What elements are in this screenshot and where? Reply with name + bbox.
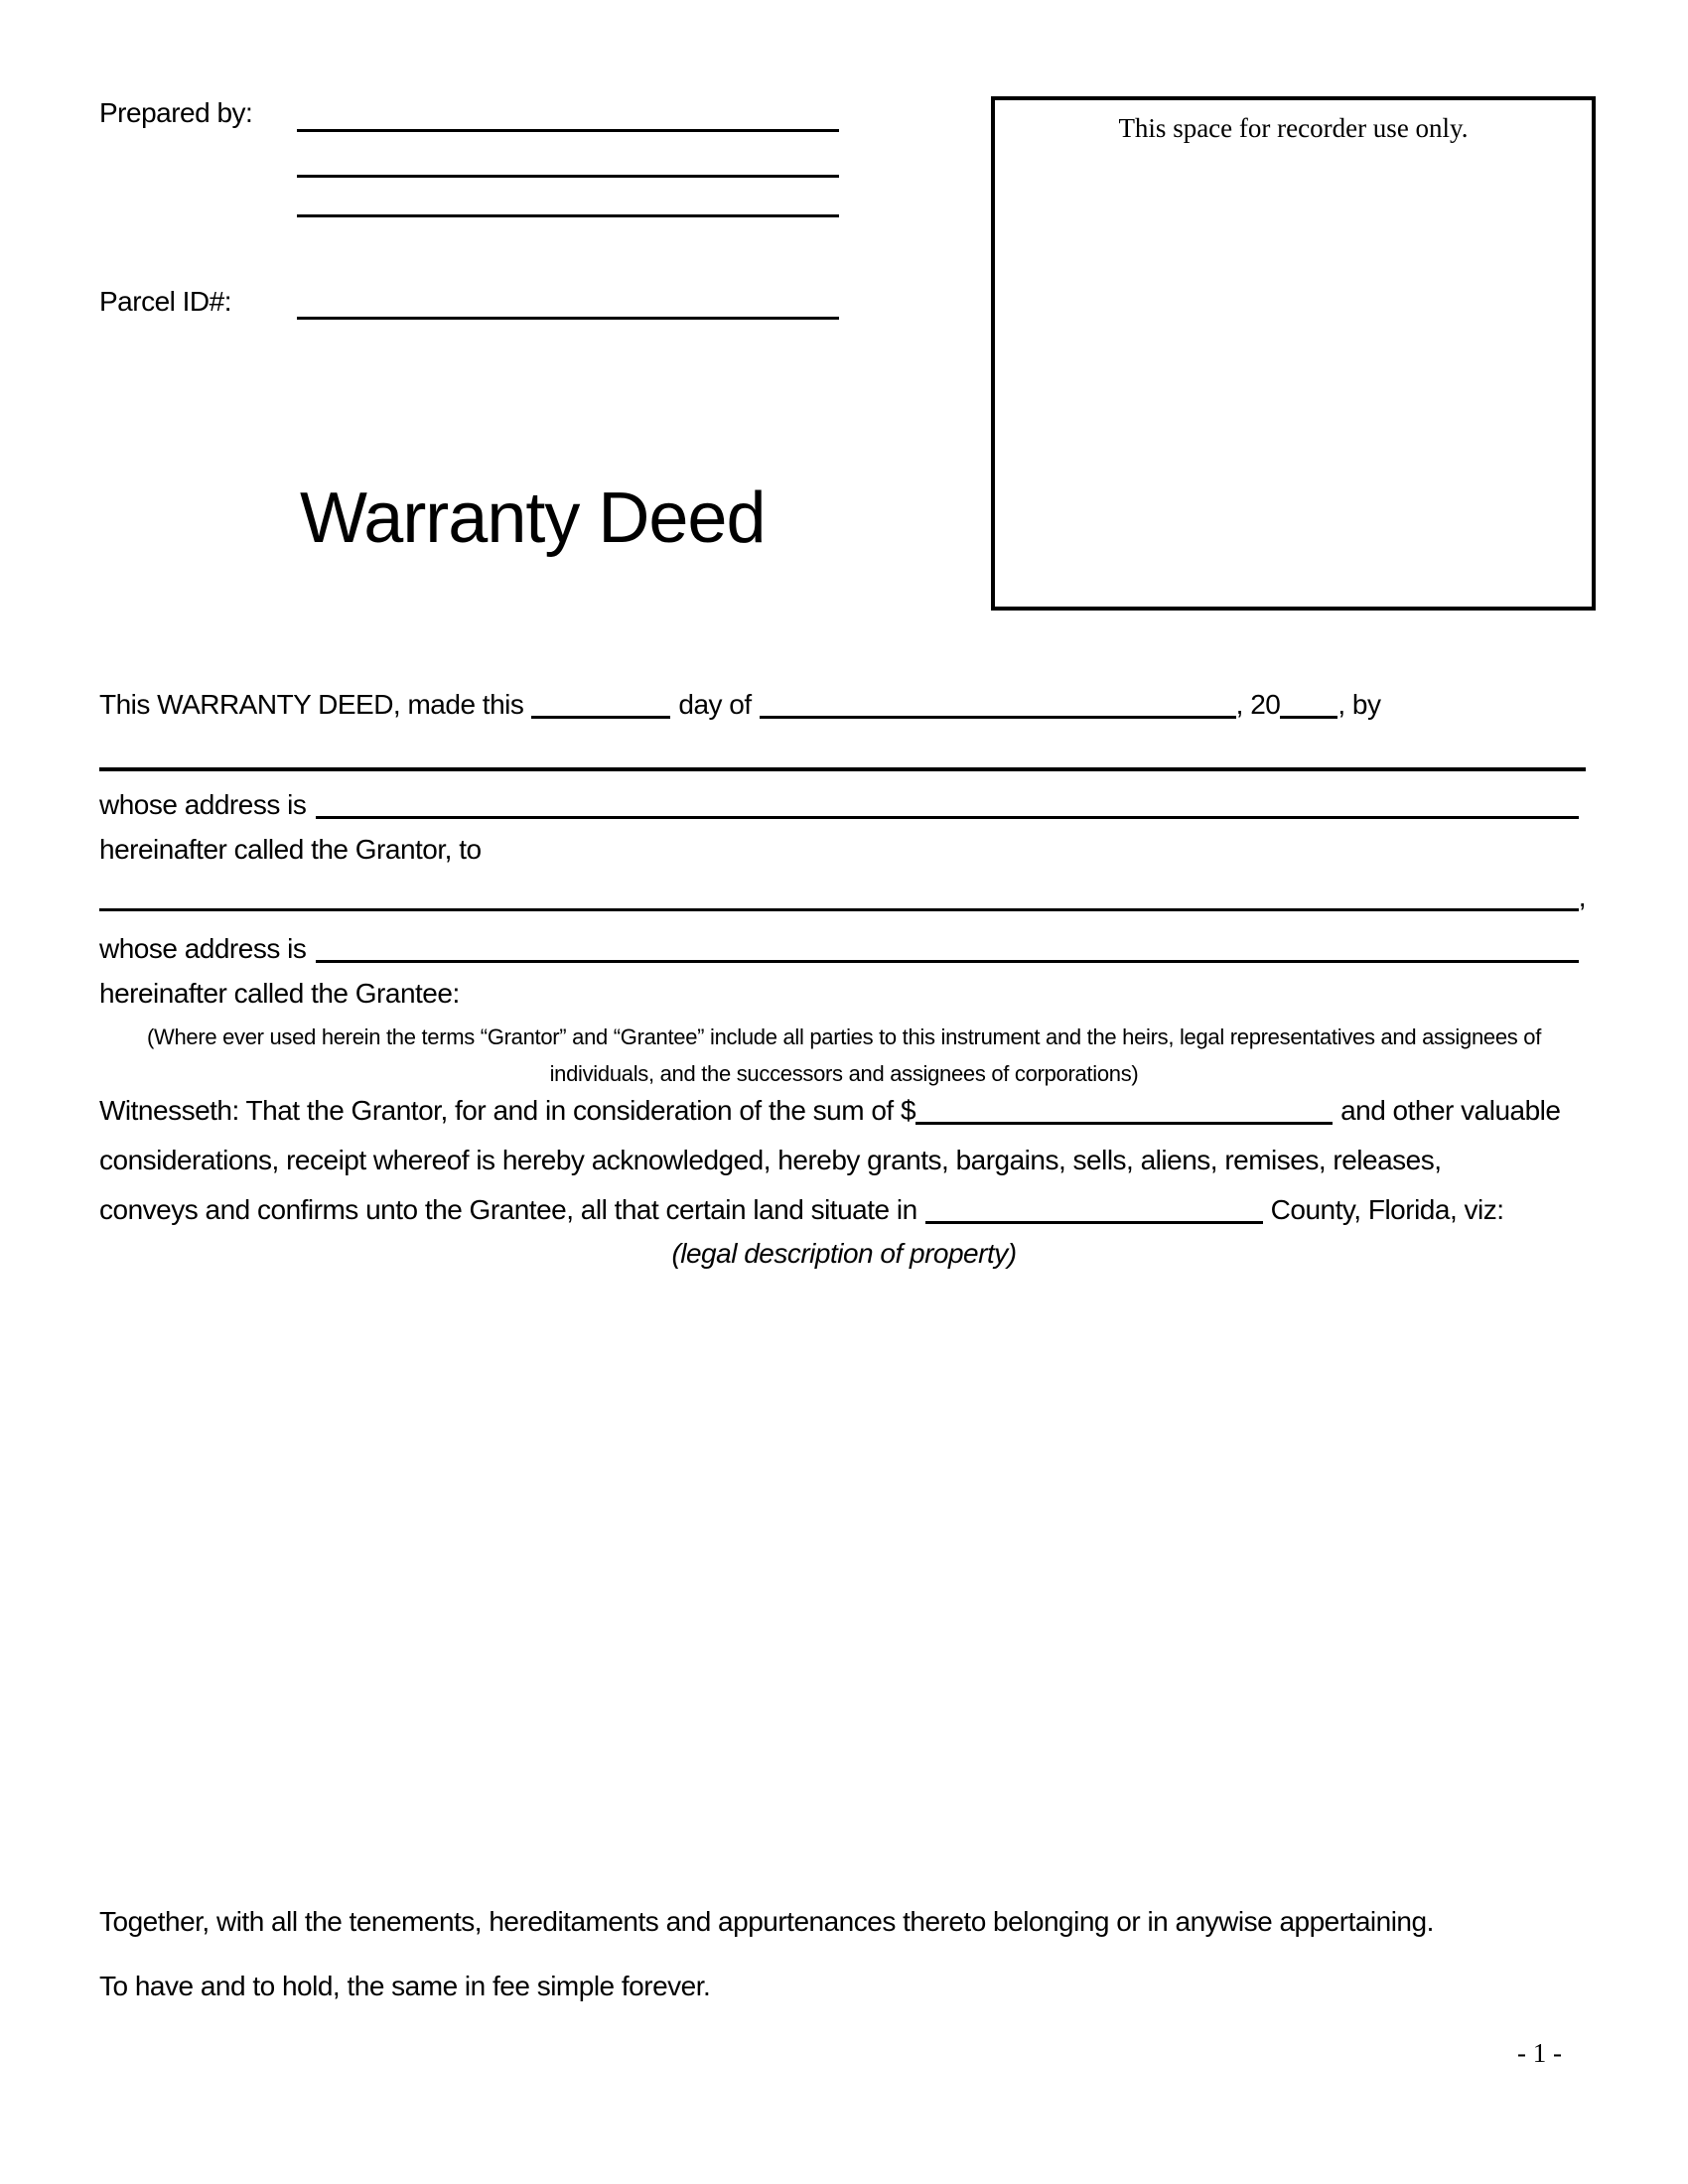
grantor-address-fill-line (316, 789, 1579, 819)
day-fill-line (531, 689, 670, 719)
prepared-by-fill-line-2 (297, 175, 839, 178)
grantee-hereinafter-clause: hereinafter called the Grantee: (99, 978, 460, 1009)
witnesseth-line-2: considerations, receipt whereof is hereby acknowledged, hereby grants, bargains, sells, aliens, remises, releases, (99, 1145, 1442, 1175)
opening-clause (99, 689, 1589, 721)
grantee-whose-address-label: whose address is (99, 933, 307, 964)
grantor-name-fill-line (99, 767, 1586, 771)
document-title: Warranty Deed (300, 478, 766, 558)
to-have-clause: To have and to hold, the same in fee simple forever. (99, 1971, 711, 2001)
witnesseth-line-3 (99, 1194, 1589, 1226)
opening-text-year-prefix: , 20 (1235, 689, 1281, 720)
county-fill-line (925, 1194, 1263, 1224)
page-number: - 1 - (1517, 2038, 1562, 2068)
year-fill-line (1280, 689, 1337, 719)
opening-text-made-this: This WARRANTY DEED, made this (99, 689, 524, 720)
grantee-name-row (99, 882, 1586, 913)
recorder-use-note: This space for recorder use only. (1118, 113, 1469, 143)
witnesseth-text-4: County, Florida, viz: (1270, 1194, 1504, 1225)
parties-definition-note: (Where ever used herein the terms “Grantor” and “Grantee” include all parties to this instrument and the heirs, legal representatives and assignees of individuals, and the successors and assignees of corporations) (146, 1024, 1542, 1086)
grantee-address-fill-line (316, 933, 1579, 963)
together-clause: Together, with all the tenements, hereditaments and appurtenances thereto belonging or in anywise appertaining. (99, 1906, 1434, 1937)
month-fill-line (760, 689, 1236, 719)
prepared-by-label: Prepared by: (99, 97, 253, 128)
opening-text-day-of: day of (678, 689, 752, 720)
grantee-name-fill-line (99, 882, 1579, 911)
opening-text-by: , by (1337, 689, 1381, 720)
grantor-address-row (99, 789, 1579, 821)
witnesseth-text-2: and other valuable (1340, 1095, 1561, 1126)
witnesseth-text-3: conveys and confirms unto the Grantee, all that certain land situate in (99, 1194, 917, 1225)
recorder-use-box (991, 96, 1596, 611)
grantor-hereinafter-clause: hereinafter called the Grantor, to (99, 834, 482, 865)
witnesseth-line-1 (99, 1095, 1589, 1127)
amount-fill-line (915, 1095, 1333, 1125)
grantee-address-row (99, 933, 1579, 965)
legal-description-note: (legal description of property) (671, 1238, 1017, 1269)
parcel-id-label: Parcel ID#: (99, 286, 231, 317)
witnesseth-text-1: Witnesseth: That the Grantor, for and in consideration of the sum of $ (99, 1095, 916, 1126)
grantee-name-trailing-comma: , (1578, 882, 1586, 912)
prepared-by-fill-line-3 (297, 214, 839, 217)
prepared-by-fill-line-1 (297, 129, 839, 132)
grantor-whose-address-label: whose address is (99, 789, 307, 820)
parcel-id-fill-line (297, 317, 839, 320)
